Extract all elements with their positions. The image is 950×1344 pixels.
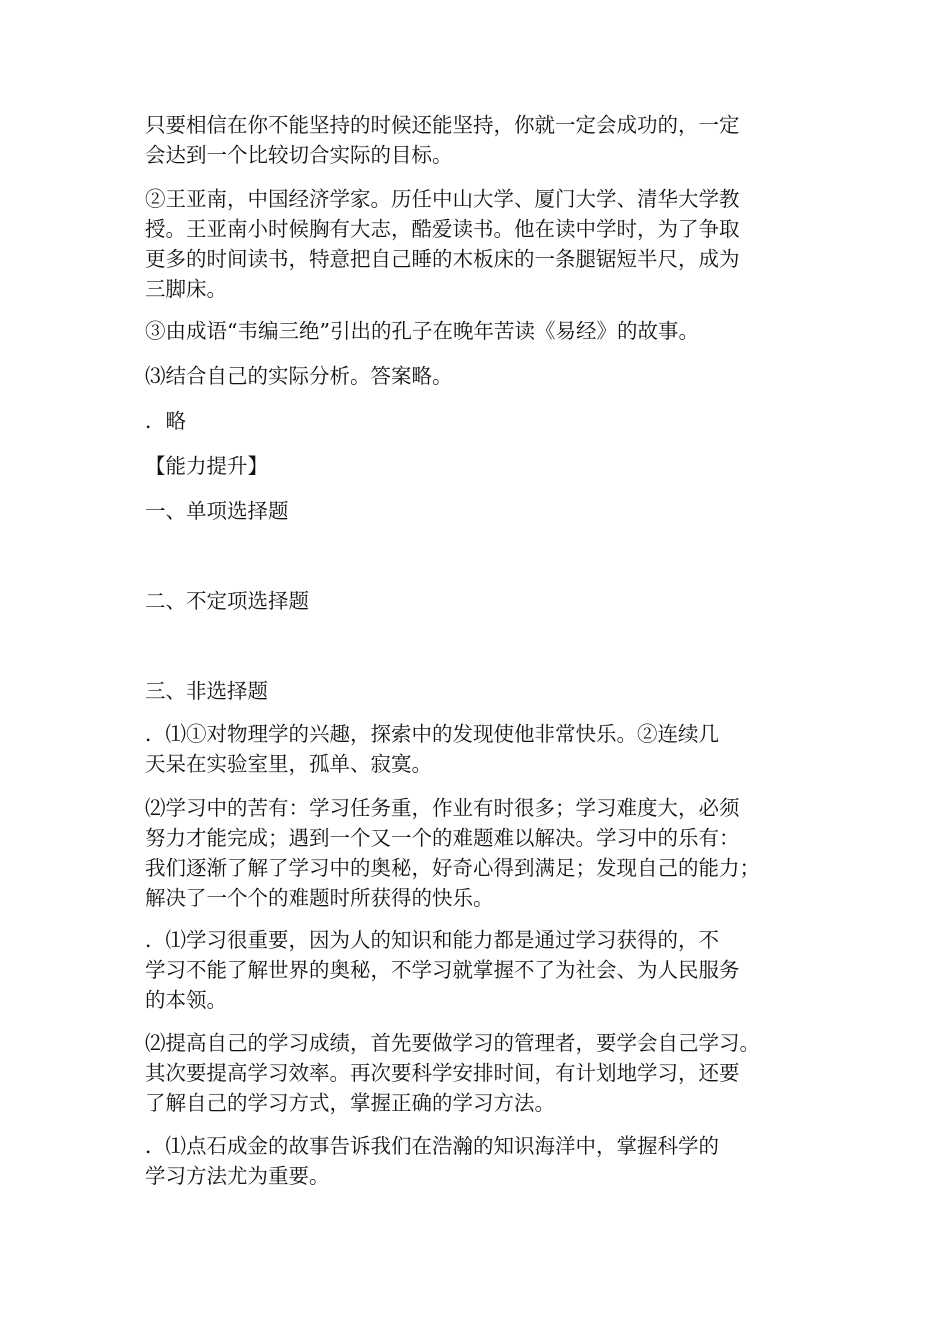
text-line: 更多的时间读书，特意把自己睡的木板床的一条腿锯短半尺，成为: [145, 247, 740, 271]
text-line: ．⑴点石成金的故事告诉我们在浩瀚的知识海洋中，掌握科学的: [145, 1134, 719, 1158]
text-line: ．⑴①对物理学的兴趣，探索中的发现使他非常快乐。②连续几: [145, 722, 719, 746]
text-line: 二、不定项选择题: [145, 589, 309, 613]
text-line: 解决了一个个的难题时所获得的快乐。: [145, 886, 494, 910]
paragraph-q1-part1: [145, 719, 835, 779]
paragraph-q2-part1: [145, 925, 835, 1015]
text-line: 授。王亚南小时候胸有大志，酷爱读书。他在读中学时，为了争取: [145, 217, 740, 241]
text-line: 只要相信在你不能坚持的时候还能坚持，你就一定会成功的，一定: [145, 113, 740, 137]
text-line: ⑵提高自己的学习成绩，首先要做学习的管理者，要学会自己学习。: [145, 1031, 760, 1055]
text-line: 三脚床。: [145, 277, 227, 301]
paragraph-answer-3: [145, 361, 835, 391]
text-line: 其次要提高学习效率。再次要科学安排时间，有计划地学习，还要: [145, 1061, 740, 1085]
text-line: 学习方法尤为重要。: [145, 1164, 330, 1188]
text-line: 天呆在实验室里，孤单、寂寞。: [145, 752, 432, 776]
section-heading-single-choice: [145, 496, 835, 526]
text-line: 努力才能完成；遇到一个又一个的难题难以解决。学习中的乐有：: [145, 826, 740, 850]
paragraph-wang-yanan: [145, 184, 835, 304]
paragraph-intro: [145, 110, 835, 170]
text-line: ⑶结合自己的实际分析。答案略。: [145, 364, 453, 388]
text-line: ②王亚南，中国经济学家。历任中山大学、厦门大学、清华大学教: [145, 187, 740, 211]
text-line: 【能力提升】: [145, 454, 268, 478]
text-line: 的本领。: [145, 988, 227, 1012]
text-line: ．略: [145, 409, 186, 433]
text-line: 会达到一个比较切合实际的目标。: [145, 143, 453, 167]
section-heading-ability: [145, 451, 835, 481]
section-heading-multi-choice: [145, 586, 835, 616]
text-line: ③由成语“韦编三绝”引出的孔子在晚年苦读《易经》的故事。: [145, 319, 699, 343]
paragraph-q1-part2: [145, 793, 835, 913]
text-line: ⑵学习中的苦有：学习任务重，作业有时很多；学习难度大，必须: [145, 796, 740, 820]
text-line: 学习不能了解世界的奥秘，不学习就掌握不了为社会、为人民服务: [145, 958, 740, 982]
text-line: 我们逐渐了解了学习中的奥秘，好奇心得到满足；发现自己的能力；: [145, 856, 760, 880]
text-line: 三、非选择题: [145, 679, 268, 703]
paragraph-confucius: [145, 316, 835, 346]
text-line: 一、单项选择题: [145, 499, 289, 523]
paragraph-q2-part2: [145, 1028, 835, 1118]
paragraph-omitted: [145, 406, 835, 436]
text-line: ．⑴学习很重要，因为人的知识和能力都是通过学习获得的，不: [145, 928, 719, 952]
section-heading-non-choice: [145, 676, 835, 706]
paragraph-q3-part1: [145, 1131, 835, 1191]
text-line: 了解自己的学习方式，掌握正确的学习方法。: [145, 1091, 555, 1115]
